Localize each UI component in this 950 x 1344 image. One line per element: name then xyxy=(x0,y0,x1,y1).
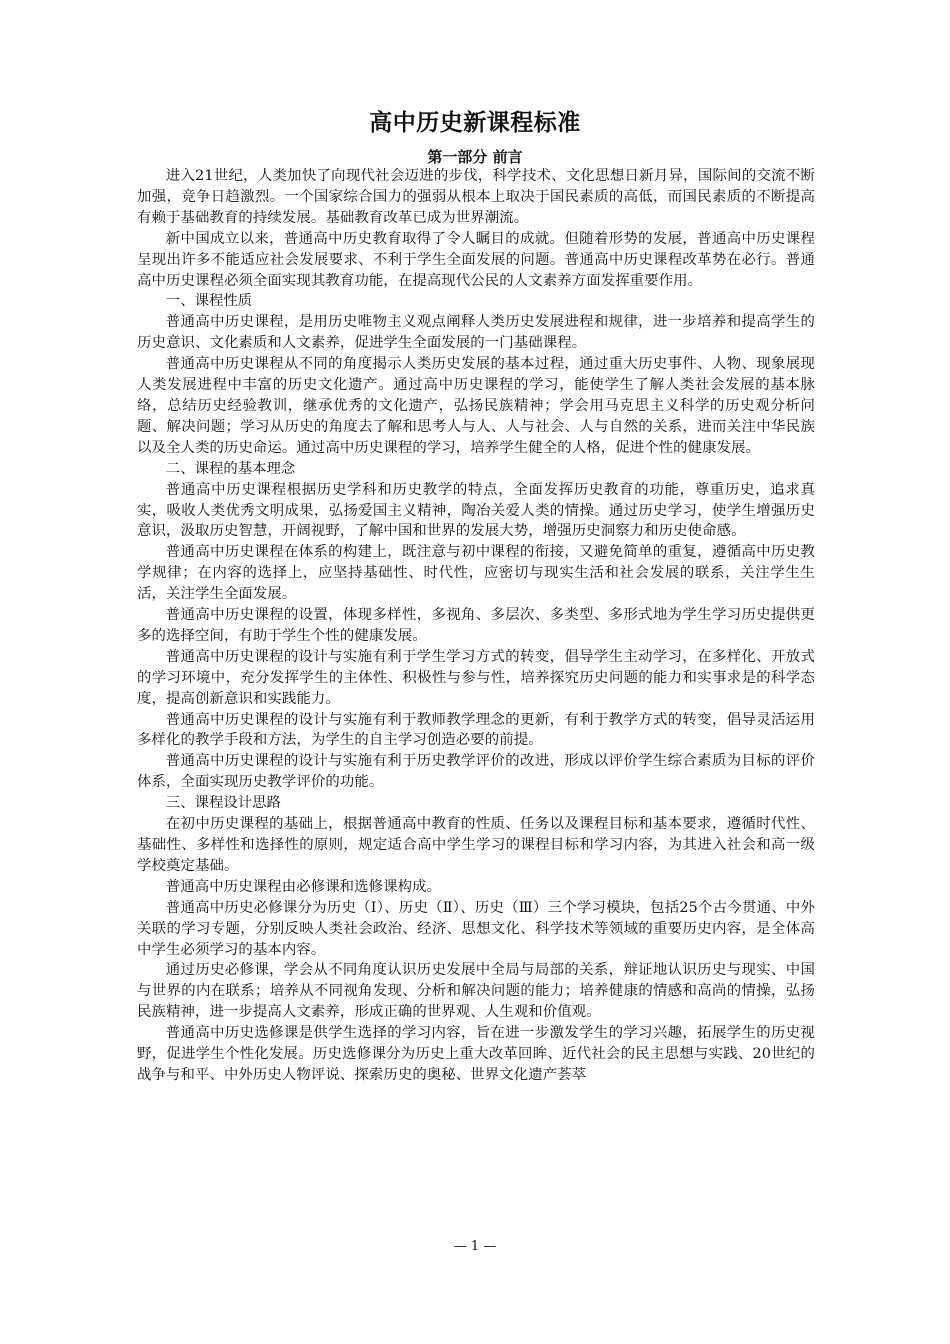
paragraph: 普通高中历史课程的设计与实施有利于历史教学评价的改进，形成以评价学生综合素质为目标的评价体系，全面实现历史教学评价的功能。 xyxy=(137,753,815,791)
paragraph: 普通高中历史课程从不同的角度揭示人类历史发展的基本过程，通过重大历史事件、人物、现象展现人类发展进程中丰富的历史文化遗产。通过高中历史课程的学习，能使学生了解人类社会发展的基本脉络，总结历史经验教训，继承优秀的文化遗产，弘扬民族精神；学会用马克思主义科学的历史观分析问题、解决问题；学习从历史的角度去了解和思考人与人、人与社会、人与自然的关系，进而关注中华民族以及全人类的历史命运。通过高中历史课程的学习，培养学生健全的人格，促进个性的健康发展。 xyxy=(137,356,815,456)
paragraph: 普通高中历史选修课是供学生选择的学习内容，旨在进一步激发学生的学习兴趣，拓展学生的历史视野，促进学生个性化发展。历史选修课分为历史上重大改革回眸、近代社会的民主思想与实践、20世纪的战争与和平、中外历史人物评说、探索历史的奥秘、世界文化遗产荟萃 xyxy=(137,1025,815,1083)
paragraph: 在初中历史课程的基础上，根据普通高中教育的性质、任务以及课程目标和基本要求，遵循时代性、基础性、多样性和选择性的原则，规定适合高中学生学习的课程目标和学习内容，为其进入社会和高一级学校奠定基础。 xyxy=(137,816,815,874)
page-number: — 1 — xyxy=(453,1239,497,1254)
document-body xyxy=(137,166,815,1086)
paragraph: 普通高中历史课程，是用历史唯物主义观点阐释人类历史发展进程和规律，进一步培养和提高学生的历史意识、文化素质和人文素养，促进学生全面发展的一门基础课程。 xyxy=(137,314,815,352)
paragraph: 普通高中历史必修课分为历史（Ⅰ）、历史（Ⅱ）、历史（Ⅲ）三个学习模块，包括25个古今贯通、中外关联的学习专题，分别反映人类社会政治、经济、思想文化、科学技术等领域的重要历史内容，是全体高中学生必须学习的基本内容。 xyxy=(137,899,815,958)
paragraph: 普通高中历史课程的设计与实施有利于学生学习方式的转变，倡导学生主动学习，在多样化、开放式的学习环境中，充分发挥学生的主体性、积极性与参与性，培养探究历史问题的能力和实事求是的科学态度，提高创新意识和实践能力。 xyxy=(137,648,815,707)
paragraph: 普通高中历史课程在体系的构建上，既注意与初中课程的衔接，又避免简单的重复，遵循高中历史教学规律；在内容的选择上，应坚持基础性、时代性，应密切与现实生活和社会发展的联系，关注学生生活，关注学生全面发展。 xyxy=(137,544,815,603)
paragraph: 普通高中历史课程由必修课和选修课构成。 xyxy=(165,878,442,895)
paragraph: 普通高中历史课程根据历史学科和历史教学的特点，全面发挥历史教育的功能，尊重历史，追求真实，吸收人类优秀文明成果，弘扬爱国主义精神，陶冶关爱人类的情操。通过历史学习，使学生增强历史意识，汲取历史智慧，开阔视野，了解中国和世界的发展大势，增强历史洞察力和历史使命感。 xyxy=(137,481,815,540)
part-title: 第一部分 前言 xyxy=(427,148,523,166)
paragraph: 普通高中历史课程的设置，体现多样性，多视角、多层次、多类型、多形式地为学生学习历史提供更多的选择空间，有助于学生个性的健康发展。 xyxy=(137,607,815,644)
paragraph: 进入21世纪，人类加快了向现代社会迈进的步伐，科学技术、文化思想日新月异，国际间的交流不断加强，竞争日趋激烈。一个国家综合国力的强弱从根本上取决于国民素质的高低，而国民素质的不断提高有赖于基础教育的持续发展。基础教育改革已成为世界潮流。 xyxy=(137,168,815,226)
document-title: 高中历史新课程标准 xyxy=(369,109,581,136)
paragraph: 通过历史必修课，学会从不同角度认识历史发展中全局与局部的关系，辩证地认识历史与现实、中国与世界的内在联系；培养从不同视角发现、分析和解决问题的能力；培养健康的情感和高尚的情操，弘扬民族精神，进一步提高人文素养，形成正确的世界观、人生观和价值观。 xyxy=(137,962,815,1021)
paragraph: 新中国成立以来，普通高中历史教育取得了令人瞩目的成就。但随着形势的发展，普通高中历史课程呈现出许多不能适应社会发展要求、不利于学生全面发展的问题。普通高中历史课程改革势在必行。普通高中历史课程必须全面实现其教育功能，在提高现代公民的人文素养方面发挥重要作用。 xyxy=(137,230,815,289)
section-heading: 一、课程性质 xyxy=(165,293,253,310)
section-heading: 二、课程的基本理念 xyxy=(165,460,296,477)
paragraph: 普通高中历史课程的设计与实施有利于教师教学理念的更新，有利于教学方式的转变，倡导灵活运用多样化的教学手段和方法，为学生的自主学习创造必要的前提。 xyxy=(137,711,815,749)
section-heading: 三、课程设计思路 xyxy=(165,795,281,812)
